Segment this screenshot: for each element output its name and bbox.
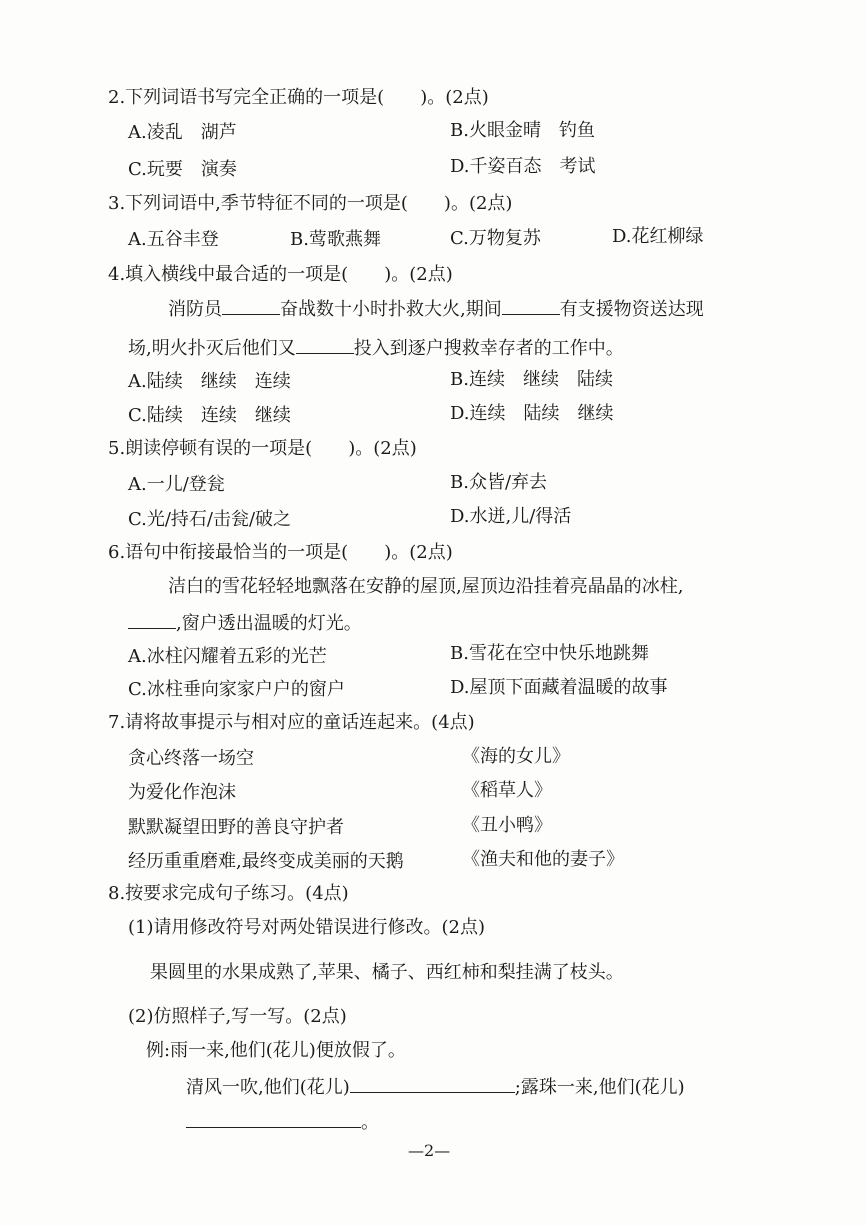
q8-imitation-text: ;露珠一来,他们(花儿)	[514, 1077, 685, 1098]
q6-passage-line2	[128, 610, 362, 636]
q2-option-d: D.千姿百态 考试	[450, 156, 596, 177]
q5-option-b: B.众皆/弃去	[450, 472, 548, 493]
q4-option-a: A.陆续 继续 连续	[128, 371, 291, 392]
q8-example: 例:雨一来,他们(花儿)便放假了。	[146, 1040, 406, 1061]
q5-option-c: C.光/持石/击瓮/破之	[128, 509, 292, 530]
q4-passage-text: 有支援物资送达现	[559, 299, 704, 320]
q6-option-c: C.冰柱垂向家家户户的窗户	[128, 679, 345, 700]
q2-option-b: B.火眼金晴 钓鱼	[450, 120, 595, 141]
answer-blank[interactable]	[502, 296, 560, 315]
q7-hint-3[interactable]: 默默凝望田野的善良守护者	[128, 817, 344, 838]
q7-hint-2[interactable]: 为爱化作泡沫	[128, 782, 236, 803]
q7-stem: 7.请将故事提示与相对应的童话连起来。(4点)	[108, 712, 475, 733]
q7-hint-1[interactable]: 贪心终落一场空	[128, 748, 254, 769]
q4-passage-text: 消防员	[168, 299, 222, 320]
q4-stem: 4.填入横线中最合适的一项是( )。(2点)	[108, 264, 453, 285]
q4-passage-line2	[128, 335, 624, 361]
q7-hint-4[interactable]: 经历重重磨难,最终变成美丽的天鹅	[128, 851, 404, 872]
q8-sub1-stem: (1)请用修改符号对两处错误进行修改。(2点)	[128, 917, 485, 938]
q6-passage-line1: 洁白的雪花轻轻地飘落在安静的屋顶,屋顶边沿挂着亮晶晶的冰柱,	[168, 576, 684, 597]
answer-blank[interactable]	[350, 1074, 515, 1093]
q2-option-a: A.凌乱 湖芦	[128, 122, 237, 143]
q4-option-c: C.陆续 连续 继续	[128, 405, 291, 426]
q6-option-a: A.冰柱闪耀着五彩的光芒	[128, 646, 327, 667]
q3-option-c: C.万物复苏	[450, 228, 541, 249]
q4-passage-text: 奋战数十小时扑救大火,期间	[280, 299, 502, 320]
q6-stem: 6.语句中衔接最恰当的一项是( )。(2点)	[108, 542, 453, 563]
q6-passage-text: ,窗户透出温暖的灯光。	[176, 613, 362, 634]
q6-option-b: B.雪花在空中快乐地跳舞	[450, 643, 649, 664]
q8-sentence-to-correct[interactable]: 果圆里的水果成熟了,苹果、橘子、西红柿和梨挂满了枝头。	[150, 962, 624, 983]
q6-option-d: D.屋顶下面藏着温暖的故事	[450, 677, 668, 698]
q5-option-d: D.水迸,儿/得活	[450, 506, 572, 527]
q7-tale-2[interactable]: 《稻草人》	[462, 780, 552, 801]
q4-option-d: D.连续 陆续 继续	[450, 403, 614, 424]
q8-imitation-line1	[186, 1074, 685, 1100]
q3-option-b: B.莺歌燕舞	[290, 229, 381, 250]
q8-sub2-stem: (2)仿照样子,写一写。(2点)	[128, 1006, 347, 1027]
q4-passage-text: 投入到逐户搜救幸存者的工作中。	[353, 338, 624, 359]
q4-option-b: B.连续 继续 陆续	[450, 369, 613, 390]
q3-stem: 3.下列词语中,季节特征不同的一项是( )。(2点)	[108, 193, 513, 214]
q8-stem: 8.按要求完成句子练习。(4点)	[108, 883, 349, 904]
q5-stem: 5.朗读停顿有误的一项是( )。(2点)	[108, 438, 417, 459]
q3-option-a: A.五谷丰登	[128, 229, 219, 250]
q7-tale-4[interactable]: 《渔夫和他的妻子》	[462, 849, 624, 870]
q8-imitation-text: 清风一吹,他们(花儿)	[186, 1077, 350, 1098]
q2-stem: 2.下列词语书写完全正确的一项是( )。(2点)	[108, 87, 489, 108]
q7-tale-3[interactable]: 《丑小鸭》	[462, 815, 552, 836]
q4-passage-line1	[168, 296, 704, 322]
answer-blank[interactable]	[186, 1109, 361, 1128]
q4-passage-text: 场,明火扑灭后他们又	[128, 338, 296, 359]
q2-option-c: C.玩要 演奏	[128, 159, 237, 180]
answer-blank[interactable]	[296, 335, 354, 354]
q8-imitation-text: 。	[361, 1112, 379, 1133]
answer-blank[interactable]	[222, 296, 280, 315]
page-number: —2—	[408, 1141, 451, 1160]
q8-imitation-line2	[186, 1109, 379, 1135]
q7-tale-1[interactable]: 《海的女儿》	[462, 746, 570, 767]
q5-option-a: A.一儿/登瓮	[128, 474, 225, 495]
answer-blank[interactable]	[128, 610, 176, 629]
q3-option-d: D.花红柳绿	[612, 226, 704, 247]
